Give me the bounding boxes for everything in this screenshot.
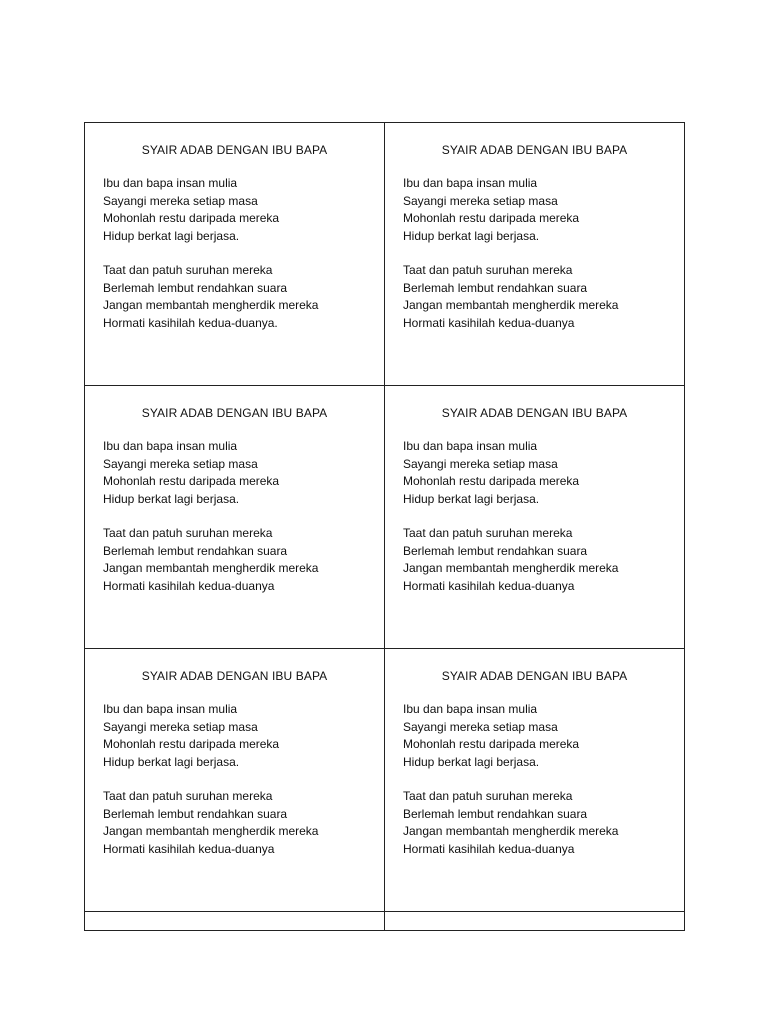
stanza-1	[385, 438, 684, 508]
poem-line: Taat dan patuh suruhan mereka	[103, 789, 273, 803]
stanza-2	[85, 525, 384, 595]
poem-card	[85, 649, 385, 912]
empty-cell	[85, 912, 385, 931]
poem-line: Hormati kasihilah kedua-duanya	[403, 841, 575, 856]
poem-line: Jangan membantah mengherdik mereka	[403, 298, 619, 312]
poem-card	[385, 649, 685, 912]
poem-line: Jangan membantah mengherdik mereka	[103, 824, 319, 838]
poem-line: Ibu dan bapa insan mulia	[403, 702, 538, 716]
poem-line: Hidup berkat lagi berjasa.	[103, 491, 240, 506]
poem-title: SYAIR ADAB DENGAN IBU BAPA	[441, 669, 628, 683]
poem-line: Sayangi mereka setiap masa	[103, 719, 258, 734]
poem-line: Sayangi mereka setiap masa	[403, 456, 558, 471]
poem-line: Hidup berkat lagi berjasa.	[403, 754, 540, 769]
poem-line: Taat dan patuh suruhan mereka	[103, 526, 273, 540]
poem-line: Mohonlah restu daripada mereka	[103, 211, 280, 225]
stanza-1	[85, 701, 384, 771]
poem-line: Taat dan patuh suruhan mereka	[403, 526, 573, 540]
poem-line: Hormati kasihilah kedua-duanya	[103, 841, 275, 856]
poem-line: Hormati kasihilah kedua-duanya.	[103, 315, 278, 330]
poem-card	[85, 123, 385, 386]
poem-line: Sayangi mereka setiap masa	[403, 719, 558, 734]
poem-line: Berlemah lembut rendahkan suara	[403, 806, 588, 821]
poem-line: Mohonlah restu daripada mereka	[103, 737, 280, 751]
poem-title: SYAIR ADAB DENGAN IBU BAPA	[141, 143, 328, 157]
poem-line: Taat dan patuh suruhan mereka	[403, 263, 573, 277]
stanza-1	[85, 438, 384, 508]
poem-card-table	[84, 122, 685, 931]
poem-line: Berlemah lembut rendahkan suara	[103, 806, 288, 821]
table-row	[85, 386, 685, 649]
poem-line: Sayangi mereka setiap masa	[403, 193, 558, 208]
poem-line: Hidup berkat lagi berjasa.	[103, 754, 240, 769]
poem-line: Sayangi mereka setiap masa	[103, 193, 258, 208]
poem-line: Berlemah lembut rendahkan suara	[403, 543, 588, 558]
poem-line: Jangan membantah mengherdik mereka	[103, 298, 319, 312]
stanza-2	[385, 788, 684, 858]
poem-card	[385, 123, 685, 386]
poem-line: Hidup berkat lagi berjasa.	[403, 491, 540, 506]
table-row	[85, 123, 685, 386]
empty-cell	[385, 912, 685, 931]
poem-line: Mohonlah restu daripada mereka	[403, 474, 580, 488]
poem-line: Mohonlah restu daripada mereka	[103, 474, 280, 488]
poem-line: Hormati kasihilah kedua-duanya	[403, 315, 575, 330]
poem-line: Mohonlah restu daripada mereka	[403, 211, 580, 225]
poem-card	[385, 386, 685, 649]
poem-title: SYAIR ADAB DENGAN IBU BAPA	[441, 406, 628, 420]
stanza-2	[85, 262, 384, 332]
poem-line: Ibu dan bapa insan mulia	[103, 702, 238, 716]
poem-title: SYAIR ADAB DENGAN IBU BAPA	[441, 143, 628, 157]
poem-line: Jangan membantah mengherdik mereka	[103, 561, 319, 575]
poem-line: Berlemah lembut rendahkan suara	[403, 280, 588, 295]
poem-line: Mohonlah restu daripada mereka	[403, 737, 580, 751]
poem-line: Hormati kasihilah kedua-duanya	[103, 578, 275, 593]
poem-line: Taat dan patuh suruhan mereka	[103, 263, 273, 277]
poem-card	[85, 386, 385, 649]
poem-line: Jangan membantah mengherdik mereka	[403, 561, 619, 575]
poem-line: Sayangi mereka setiap masa	[103, 456, 258, 471]
poem-line: Taat dan patuh suruhan mereka	[403, 789, 573, 803]
stanza-1	[385, 175, 684, 245]
stanza-2	[85, 788, 384, 858]
table-row	[85, 649, 685, 912]
poem-line: Berlemah lembut rendahkan suara	[103, 280, 288, 295]
table-row-empty	[85, 912, 685, 931]
stanza-2	[385, 262, 684, 332]
stanza-1	[385, 701, 684, 771]
poem-title: SYAIR ADAB DENGAN IBU BAPA	[141, 669, 328, 683]
poem-title: SYAIR ADAB DENGAN IBU BAPA	[141, 406, 328, 420]
stanza-1	[85, 175, 384, 245]
poem-line: Jangan membantah mengherdik mereka	[403, 824, 619, 838]
poem-line: Hidup berkat lagi berjasa.	[403, 228, 540, 243]
poem-line: Ibu dan bapa insan mulia	[403, 176, 538, 190]
poem-line: Hidup berkat lagi berjasa.	[103, 228, 240, 243]
poem-line: Berlemah lembut rendahkan suara	[103, 543, 288, 558]
poem-line: Ibu dan bapa insan mulia	[103, 439, 238, 453]
poem-line: Ibu dan bapa insan mulia	[103, 176, 238, 190]
poem-line: Hormati kasihilah kedua-duanya	[403, 578, 575, 593]
stanza-2	[385, 525, 684, 595]
poem-line: Ibu dan bapa insan mulia	[403, 439, 538, 453]
